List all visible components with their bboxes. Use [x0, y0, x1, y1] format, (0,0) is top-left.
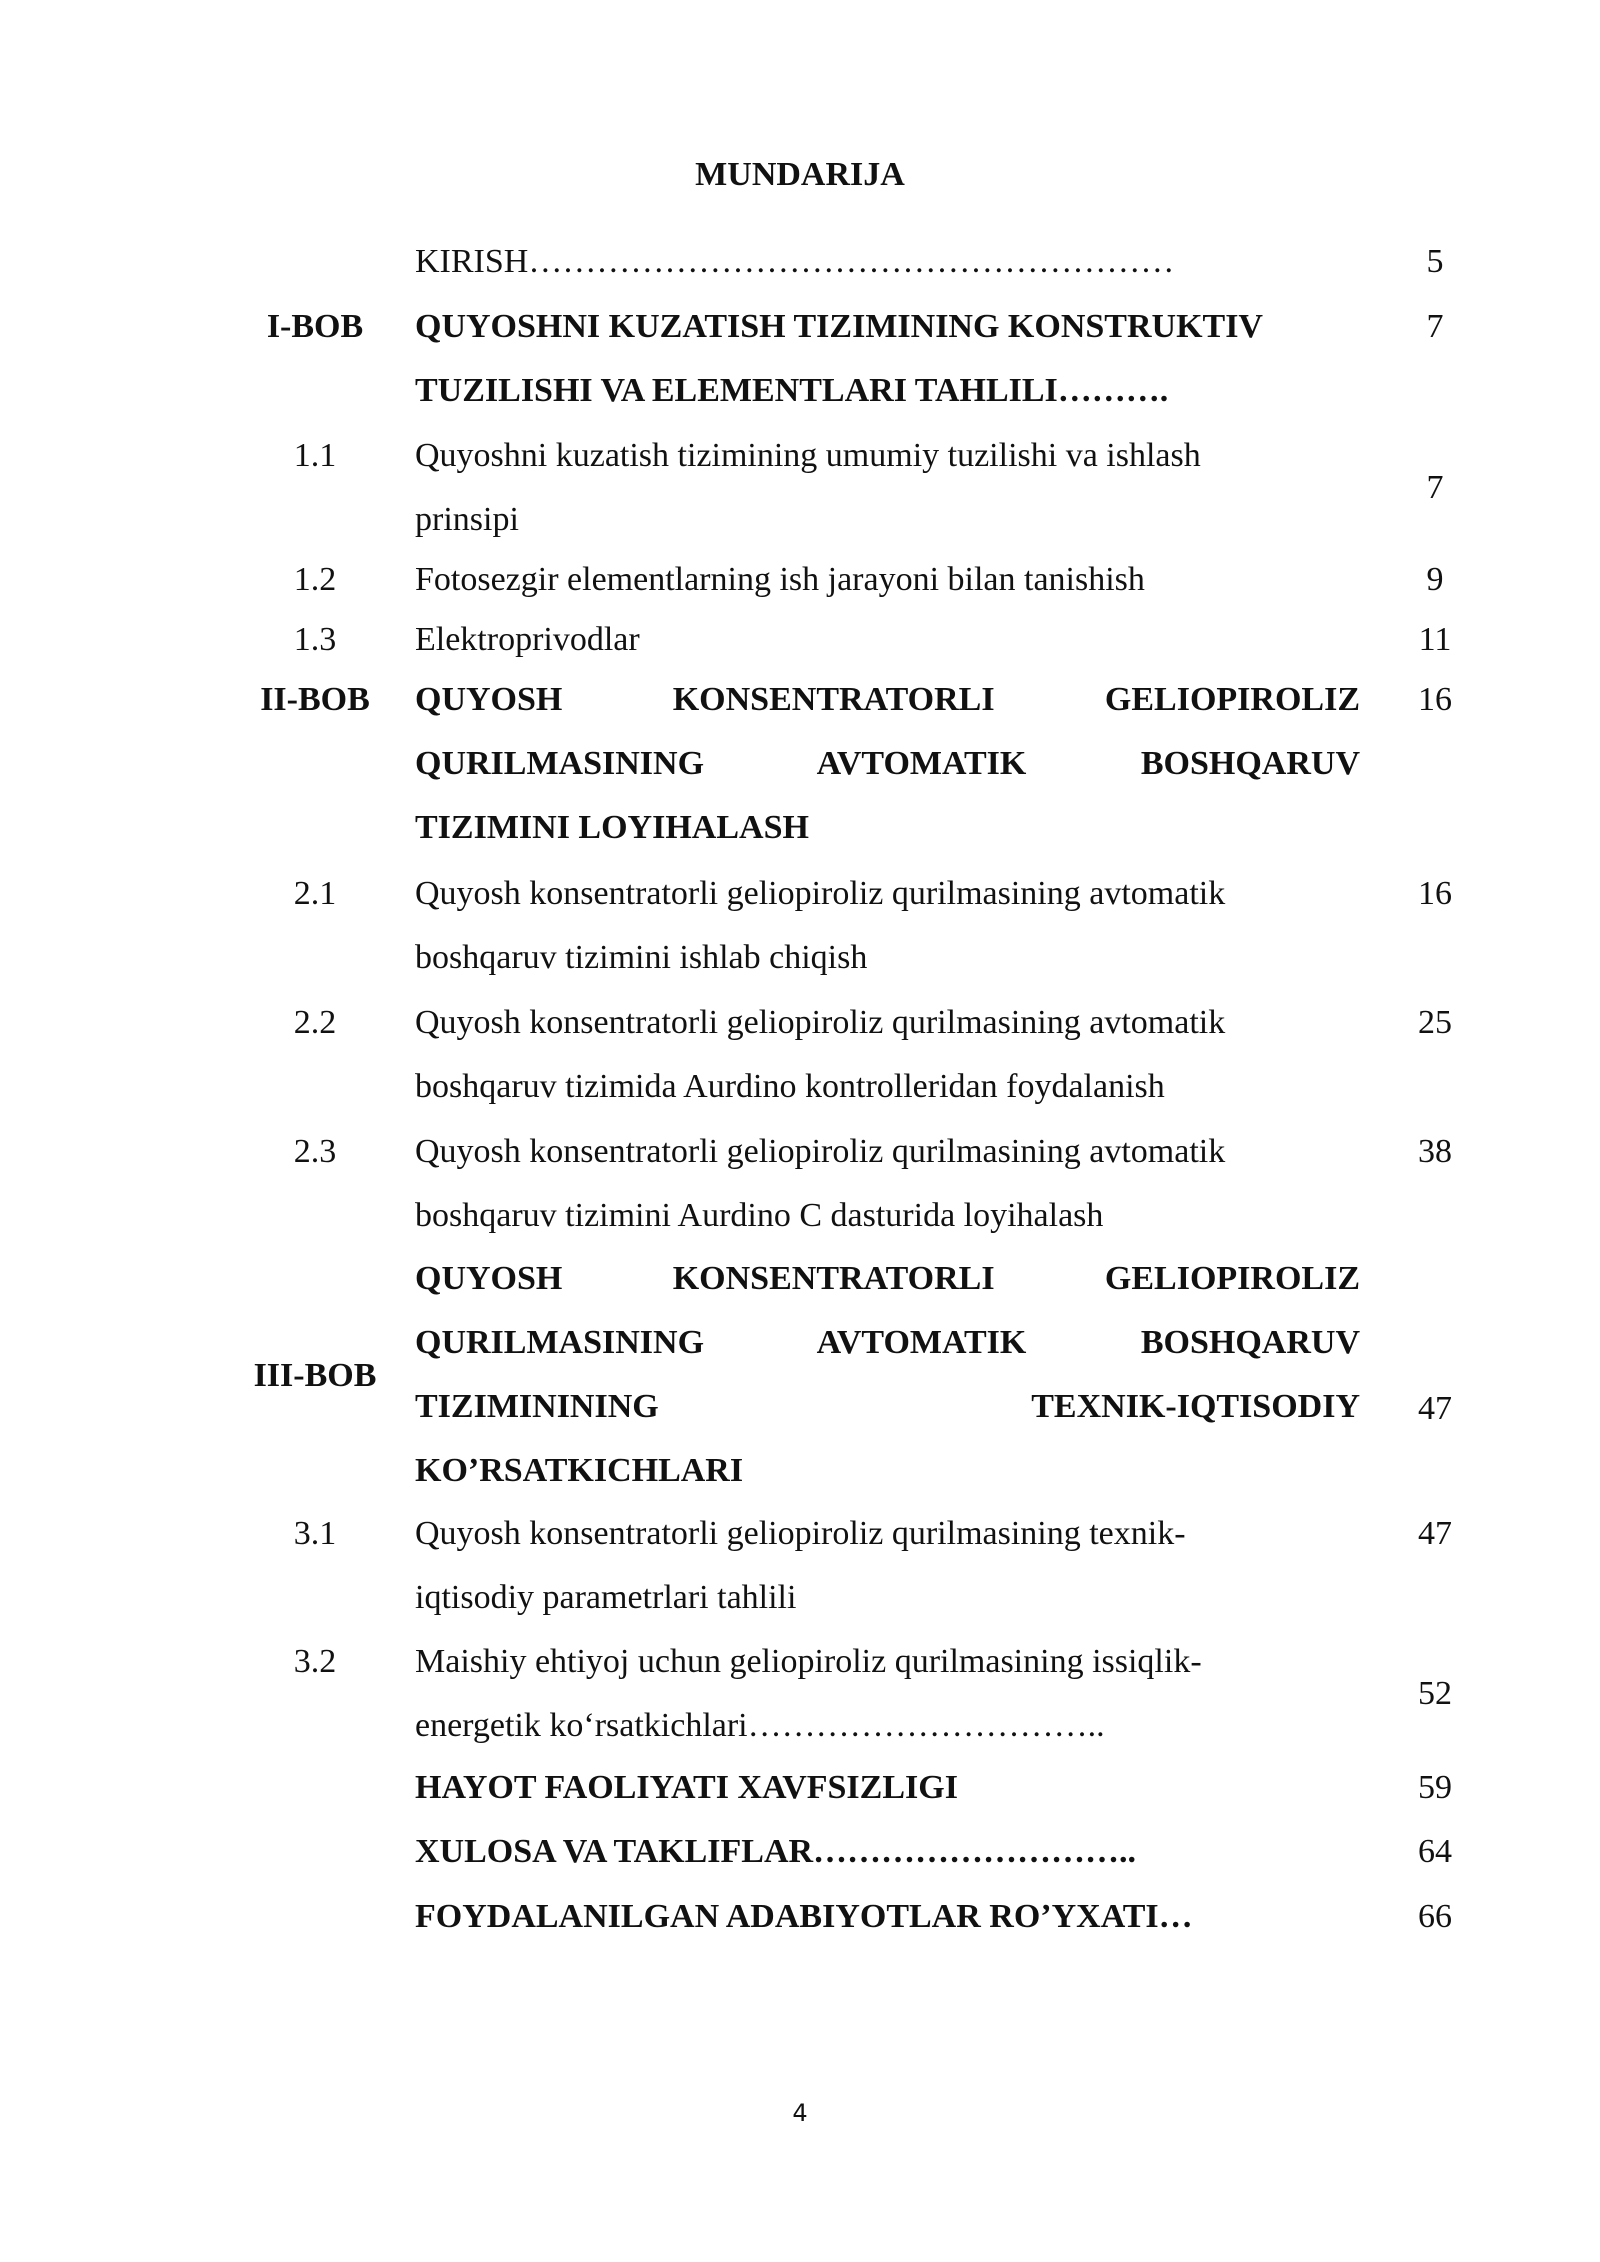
- toc-title-line: QURILMASINING AVTOMATIK BOSHQARUV: [415, 745, 1360, 782]
- toc-title-line: boshqaruv tizimini ishlab chiqish: [415, 939, 868, 976]
- toc-label: 2.2: [293, 1004, 337, 1041]
- toc-label: 2.3: [293, 1133, 337, 1170]
- toc-title: [415, 424, 1360, 552]
- toc-title: [415, 668, 1360, 860]
- toc-page-number: 5: [1426, 243, 1444, 280]
- toc-title-line: QURILMASINING AVTOMATIK BOSHQARUV: [415, 1324, 1360, 1361]
- toc-page-number: 25: [1418, 1004, 1452, 1041]
- toc-title-line: Quyosh konsentratorli geliopiroliz qurilmasining avtomatik: [415, 875, 1226, 912]
- toc-title-line: Elektroprivodlar: [415, 621, 640, 658]
- toc-page-number: 47: [1418, 1390, 1452, 1427]
- toc-title: [415, 1120, 1360, 1248]
- toc-title: [415, 1885, 1360, 1949]
- toc-title: [415, 1502, 1360, 1630]
- toc-title: [415, 608, 1360, 672]
- toc-title-line: FOYDALANILGAN ADABIYOTLAR RO’YXATI…: [415, 1898, 1193, 1935]
- toc-title: [415, 295, 1360, 423]
- toc-title-line: iqtisodiy parametrlari tahlili: [415, 1579, 797, 1616]
- toc-title-line: Quyoshni kuzatish tizimining umumiy tuzilishi va ishlash: [415, 437, 1201, 474]
- toc-title-line: TIZIMINI LOYIHALASH: [415, 809, 809, 846]
- toc-title-line: prinsipi: [415, 501, 519, 538]
- toc-page-number: 7: [1426, 469, 1444, 506]
- toc-label: 2.1: [293, 875, 337, 912]
- toc-title-line: Quyosh konsentratorli geliopiroliz qurilmasining texnik-: [415, 1515, 1186, 1552]
- toc-title-line: KO’RSATKICHLARI: [415, 1452, 744, 1489]
- toc-label: 3.1: [293, 1515, 337, 1552]
- toc-title: [415, 1756, 1360, 1820]
- toc-page-number: 66: [1418, 1898, 1452, 1935]
- toc-page-number: 52: [1418, 1675, 1452, 1712]
- toc-label: 1.1: [293, 437, 337, 474]
- toc-page-number: 64: [1418, 1833, 1452, 1870]
- page-title: MUNDARIJA: [695, 156, 905, 193]
- toc-label: 3.2: [293, 1643, 337, 1680]
- toc-label: II-BOB: [260, 681, 370, 718]
- toc-label: I-BOB: [266, 308, 364, 345]
- toc-page-number: 16: [1418, 681, 1452, 718]
- toc-title: [415, 1820, 1360, 1884]
- toc-page-number: 59: [1418, 1769, 1452, 1806]
- toc-label: III-BOB: [253, 1357, 377, 1394]
- toc-title: [415, 230, 1360, 294]
- toc-title-line: QUYOSHNI KUZATISH TIZIMINING KONSTRUKTIV: [415, 308, 1263, 345]
- toc-title: [415, 991, 1360, 1119]
- toc-page-number: 16: [1418, 875, 1452, 912]
- toc-title-line: Maishiy ehtiyoj uchun geliopiroliz qurilmasining issiqlik-: [415, 1643, 1202, 1680]
- toc-title: [415, 1247, 1360, 1503]
- toc-title-line: XULOSA VA TAKLIFLAR………………………..: [415, 1833, 1137, 1870]
- toc-title-line: TIZIMININING TEXNIK-IQTISODIY: [415, 1388, 1360, 1425]
- toc-title-line: energetik ko‘rsatkichlari…………………………..: [415, 1707, 1105, 1744]
- toc-title: [415, 548, 1360, 612]
- toc-label: 1.3: [293, 621, 337, 658]
- toc-page-number: 47: [1418, 1515, 1452, 1552]
- toc-title-line: Quyosh konsentratorli geliopiroliz qurilmasining avtomatik: [415, 1004, 1226, 1041]
- toc-title-line: Quyosh konsentratorli geliopiroliz qurilmasining avtomatik: [415, 1133, 1226, 1170]
- toc-title-line: QUYOSH KONSENTRATORLI GELIOPIROLIZ: [415, 1260, 1360, 1297]
- toc-page-number: 9: [1426, 561, 1444, 598]
- toc-label: 1.2: [293, 561, 337, 598]
- toc-title-line: KIRISH…………………………………………………: [415, 243, 1175, 280]
- toc-title-line: boshqaruv tizimini Aurdino C dasturida loyihalash: [415, 1197, 1104, 1234]
- toc-page-number: 38: [1418, 1133, 1452, 1170]
- toc-title-line: HAYOT FAOLIYATI XAVFSIZLIGI: [415, 1769, 958, 1806]
- toc-title-line: Fotosezgir elementlarning ish jarayoni bilan tanishish: [415, 561, 1145, 598]
- toc-title: [415, 862, 1360, 990]
- toc-title-line: TUZILISHI VA ELEMENTLARI TAHLILI……….: [415, 372, 1169, 409]
- footer-page-number: 4: [792, 2099, 808, 2127]
- toc-title: [415, 1630, 1360, 1758]
- toc-title-line: boshqaruv tizimida Aurdino kontrolleridan foydalanish: [415, 1068, 1165, 1105]
- toc-page-number: 11: [1418, 621, 1452, 658]
- toc-title-line: QUYOSH KONSENTRATORLI GELIOPIROLIZ: [415, 681, 1360, 718]
- toc-page-number: 7: [1426, 308, 1444, 345]
